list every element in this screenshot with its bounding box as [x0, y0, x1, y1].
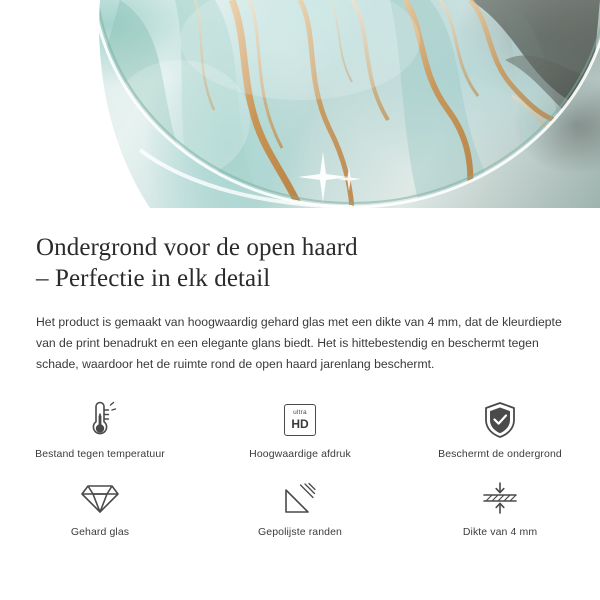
feature-label: Bestand tegen temperatuur [35, 448, 165, 460]
thermometer-icon [82, 400, 118, 440]
feature-item-print-quality [200, 394, 400, 472]
title-line-2: – Perfectie in elk detail [36, 265, 271, 292]
ultra-hd-top-text: ultra [293, 409, 307, 417]
feature-item-temperature [0, 394, 200, 472]
marble-vein-overlay [0, 0, 600, 208]
feature-label: Gepolijste randen [257, 526, 342, 538]
page-title [36, 232, 564, 294]
thickness-4mm-icon [480, 478, 520, 518]
feature-label: Hoogwaardige afdruk [249, 448, 351, 460]
title-line-1: Ondergrond voor de open haard [36, 234, 358, 261]
polished-edges-icon [283, 478, 317, 518]
feature-label: Beschermt de ondergrond [438, 448, 562, 460]
feature-item-tempered-glass [0, 472, 200, 550]
ultra-hd-bottom-text: HD [291, 416, 309, 431]
feature-grid [0, 394, 600, 550]
feature-item-thickness [400, 472, 600, 550]
feature-item-surface-protection [400, 394, 600, 472]
feature-label: Gehard glas [70, 526, 130, 538]
ultra-hd-icon [284, 400, 316, 440]
feature-label: Dikte van 4 mm [462, 526, 538, 538]
text-content [0, 208, 600, 375]
feature-item-polished-edges [200, 472, 400, 550]
hero-image [0, 0, 600, 208]
diamond-icon [81, 478, 119, 518]
shield-check-icon [483, 400, 517, 440]
description-paragraph: Het product is gemaakt van hoogwaardig gehard glas met een dikte van 4 mm, dat de kleurdiepte van de print benadrukt en een elegante glans biedt. Het is hittebestendig en beschermt tegen schade, waardoor het de ruimte rond de open haard jarenlang beschermt. [36, 315, 562, 371]
